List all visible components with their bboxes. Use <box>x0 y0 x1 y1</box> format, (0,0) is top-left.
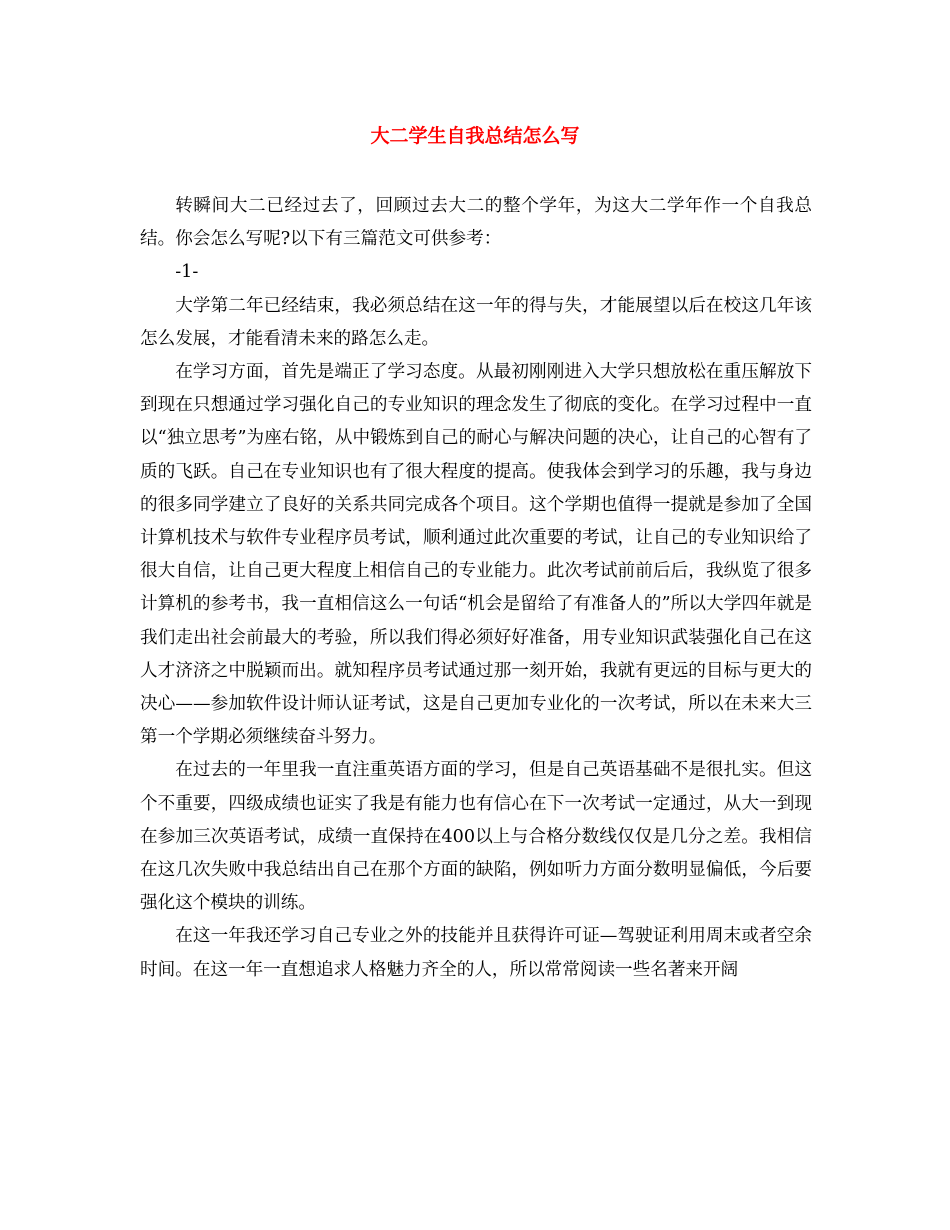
section-marker: -1- <box>175 262 199 283</box>
document-title: 大二学生自我总结怎么写 <box>370 125 580 147</box>
paragraph-1: 大学第二年已经结束，我必须总结在这一年的得与失，才能展望以后在校这几年该怎么发展，才能看清未来的路怎么走。 <box>140 295 812 349</box>
paragraph-3: 在过去的一年里我一直注重英语方面的学习，但是自己英语基础不是很扎实。但这个不重要，四级成绩也证实了我是有能力也有信心在下一次考试一定通过，从大一到现在参加三次英语考试，成绩一直保持在400以上与合格分数线仅仅是几分之差。我相信在这几次失败中我总结出自己在那个方面的缺陷，例如听力方面分数明显偏低，今后要强化这个模块的训练。 <box>140 760 812 914</box>
document-body <box>140 190 812 987</box>
paragraph-4: 在这一年我还学习自己专业之外的技能并且获得许可证—驾驶证利用周末或者空余时间。在这一年一直想追求人格魅力齐全的人，所以常常阅读一些名著来开阔 <box>140 926 812 980</box>
paragraph-2: 在学习方面，首先是端正了学习态度。从最初刚刚进入大学只想放松在重压解放下到现在只想通过学习强化自己的专业知识的理念发生了彻底的变化。在学习过程中一直以“独立思考”为座右铭，从中锻炼到自己的耐心与解决问题的决心，让自己的心智有了质的飞跃。自己在专业知识也有了很大程度的提高。使我体会到学习的乐趣，我与身边的很多同学建立了良好的关系共同完成各个项目。这个学期也值得一提就是参加了全国计算机技术与软件专业程序员考试，顺利通过此次重要的考试，让自己的专业知识给了很大自信，让自己更大程度上相信自己的专业能力。此次考试前前后后，我纵览了很多计算机的参考书，我一直相信这么一句话“机会是留给了有准备人的”所以大学四年就是我们走出社会前最大的考验，所以我们得必须好好准备，用专业知识武装强化自己在这人才济济之中脱颖而出。就知程序员考试通过那一刻开始，我就有更远的目标与更大的决心——参加软件设计师认证考试，这是自己更加专业化的一次考试，所以在未来大三第一个学期必须继续奋斗努力。 <box>140 362 812 748</box>
intro-paragraph: 转瞬间大二已经过去了，回顾过去大二的整个学年，为这大二学年作一个自我总结。你会怎么写呢?以下有三篇范文可供参考： <box>140 196 812 250</box>
